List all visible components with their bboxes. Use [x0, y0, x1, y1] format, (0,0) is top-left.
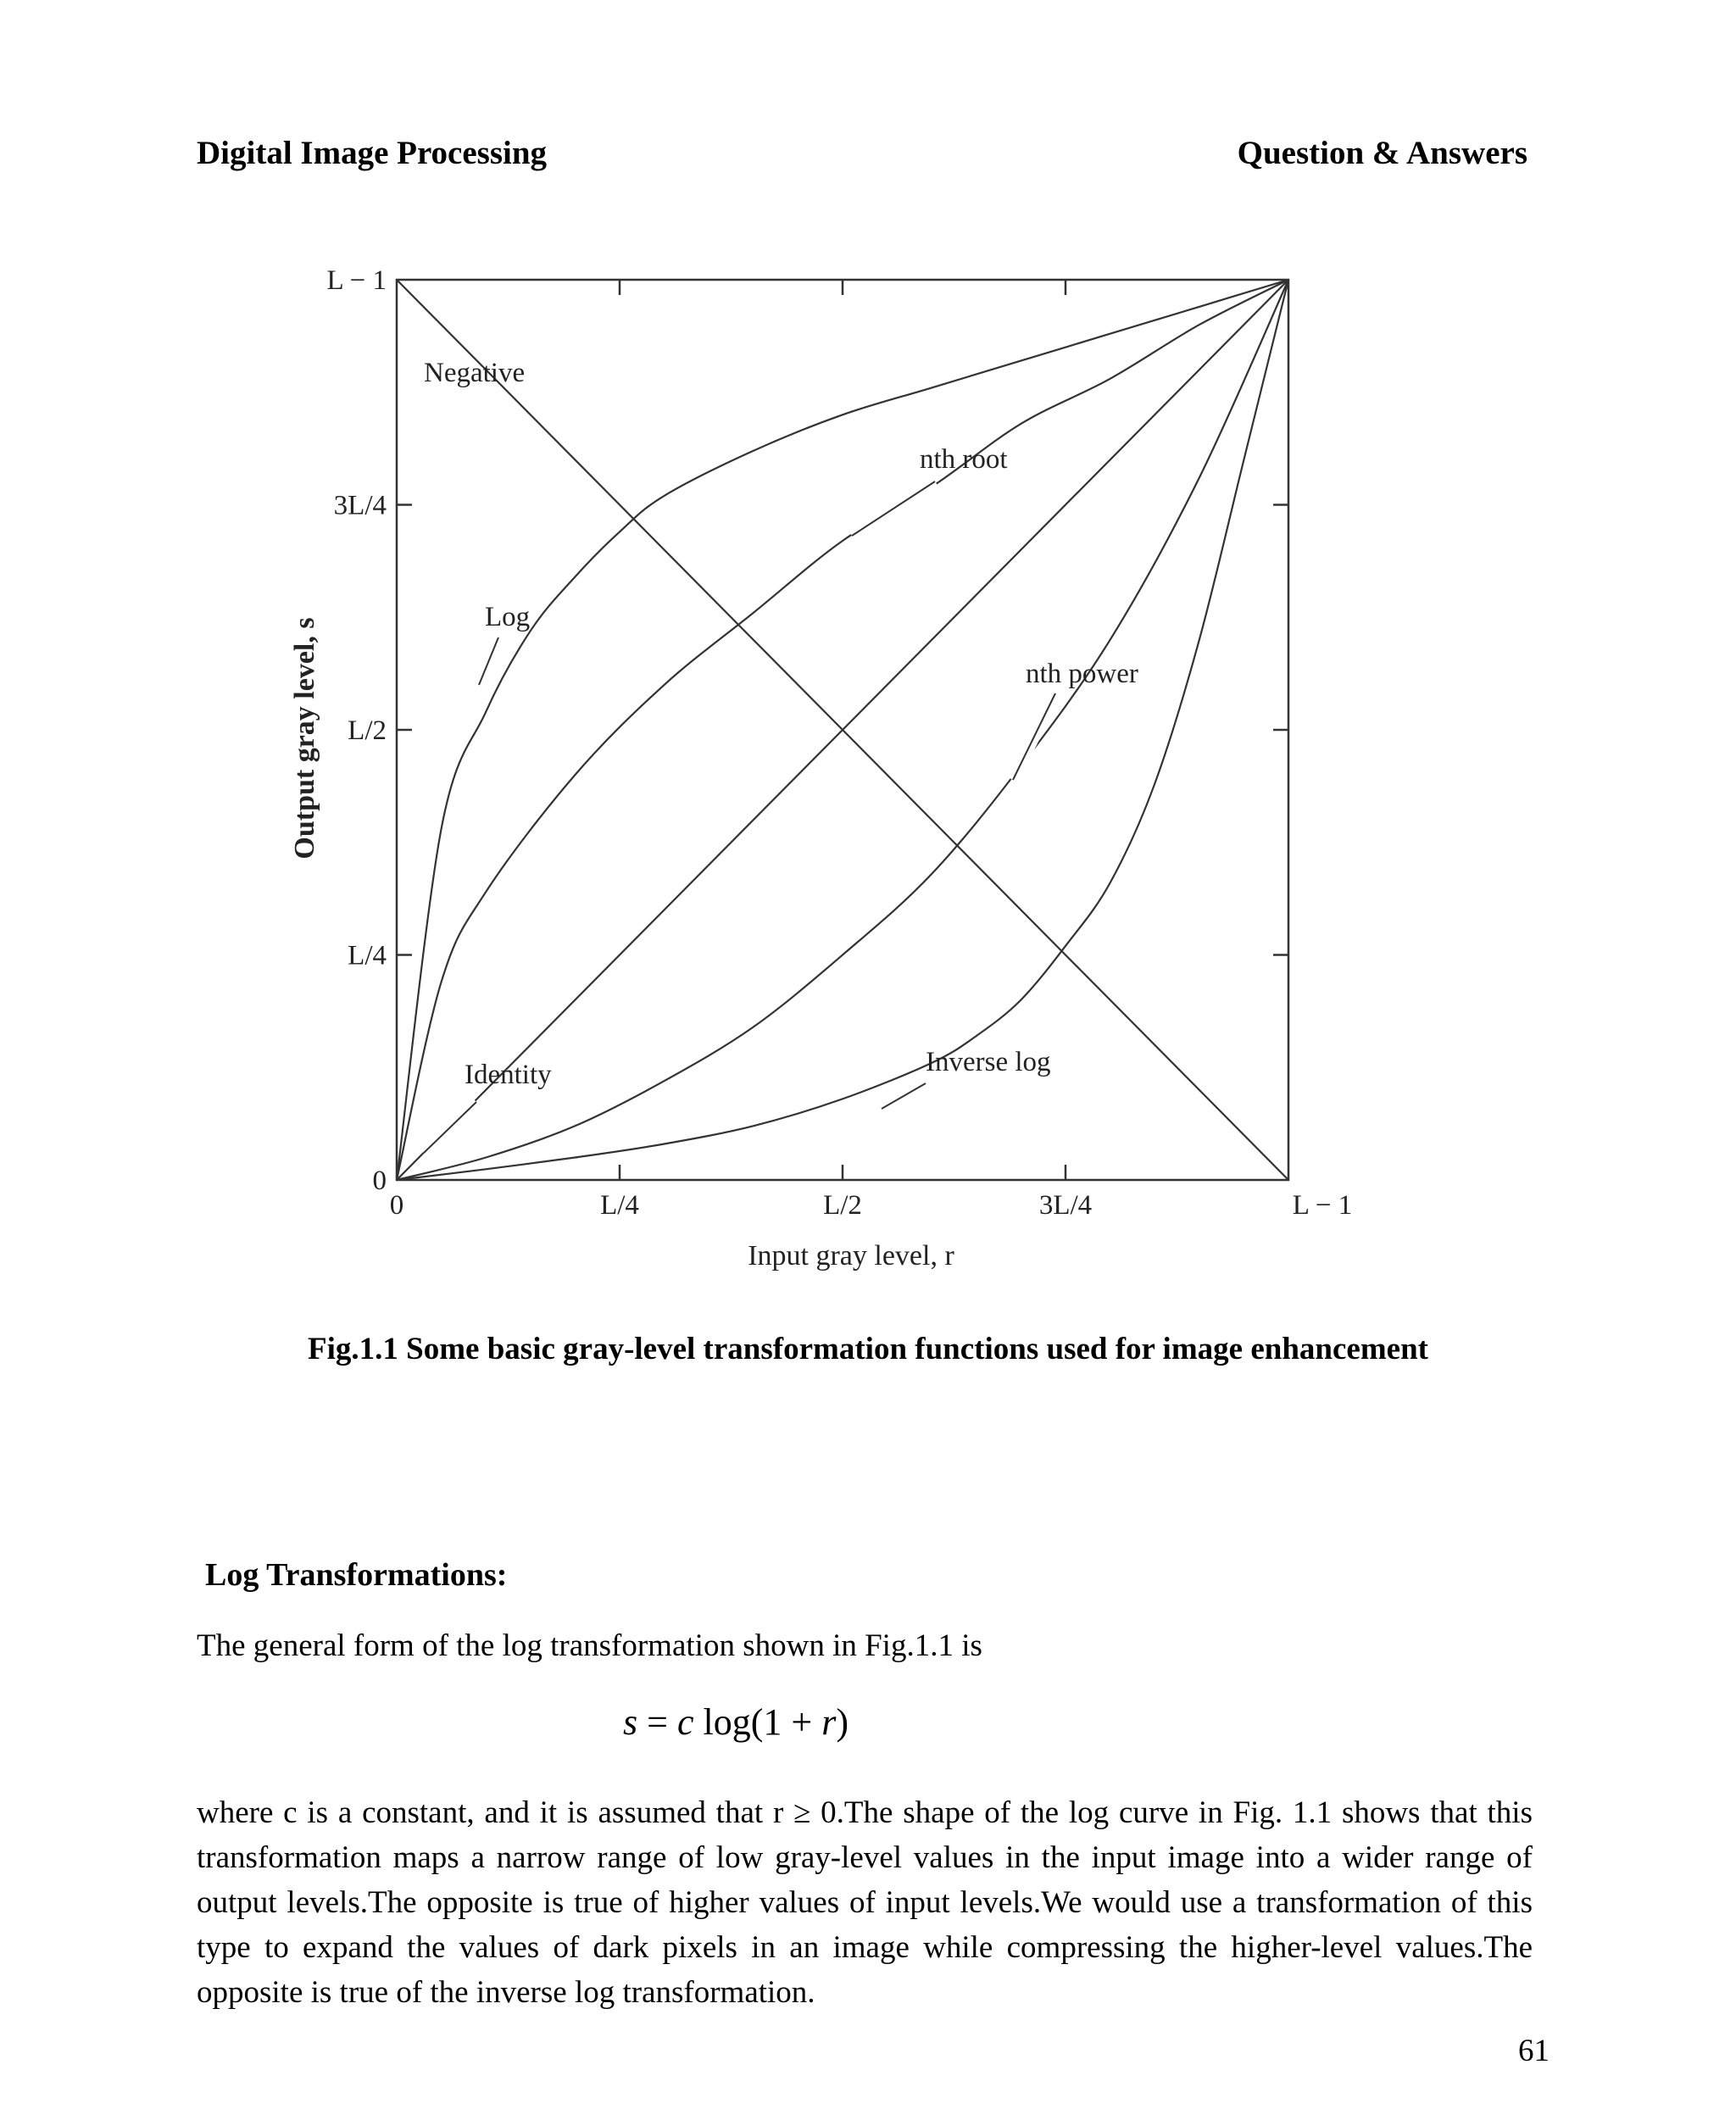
- annotation-nth-power: nth power: [1026, 659, 1138, 689]
- body-paragraph: where c is a constant, and it is assumed that r ≥ 0.The shape of the log curve in Fig. 1.1 shows that this transformation maps a narrow range of low gray-level values in the input image into a wider range of output levels.The opposite is true of higher values of input levels.We would use a transformation of this type to expand the values of dark pixels in an image while compressing the higher-level values.The opposite is true of the inverse log transformation.: [197, 1795, 1533, 2010]
- annotation-nth-root: nth root: [920, 444, 1008, 475]
- annotation-negative: Negative: [424, 358, 526, 388]
- intro-text: The general form of the log transformation shown in Fig.1.1 is: [197, 1628, 982, 1663]
- x-tick-label: L/4: [600, 1190, 639, 1221]
- y-tick-label: L/4: [348, 940, 387, 971]
- x-tick-label: 3L/4: [1038, 1190, 1093, 1221]
- leader-line: [852, 481, 935, 536]
- leader-line: [882, 1083, 926, 1109]
- leader-line: [1013, 693, 1055, 780]
- x-tick-label: L − 1: [1292, 1190, 1353, 1221]
- leader-line: [479, 637, 498, 685]
- formula-s: s: [623, 1701, 638, 1743]
- x-tick-label: 0: [389, 1190, 404, 1221]
- annotation-identity: Identity: [465, 1060, 552, 1090]
- formula-c: c: [676, 1701, 694, 1743]
- formula-close: ): [836, 1701, 849, 1743]
- formula-eq: =: [637, 1701, 677, 1743]
- y-axis-label: Output gray level, s: [289, 617, 320, 860]
- y-tick-label: 0: [372, 1166, 387, 1196]
- page-number: 61: [1518, 2034, 1550, 2068]
- x-axis-label: Input gray level, r: [748, 1240, 954, 1272]
- header-subtitle: Question & Answers: [1237, 135, 1527, 171]
- figure-caption: Fig.1.1 Some basic gray-level transformation functions used for image enhancement: [308, 1332, 1428, 1366]
- section-title: Log Transformations:: [205, 1557, 508, 1593]
- log-formula: [623, 1700, 849, 1744]
- formula-log: log(1 +: [693, 1701, 822, 1743]
- y-tick-label: 3L/4: [333, 490, 387, 521]
- y-tick-label: L/2: [348, 715, 387, 746]
- x-tick-label: L/2: [823, 1190, 862, 1221]
- formula-r: r: [821, 1701, 837, 1743]
- leader-line: [424, 1102, 476, 1153]
- annotation-log: Log: [485, 602, 531, 632]
- header-title: Digital Image Processing: [197, 135, 548, 171]
- annotation-inverse-log: Inverse log: [926, 1047, 1051, 1077]
- y-tick-label: L − 1: [326, 265, 387, 296]
